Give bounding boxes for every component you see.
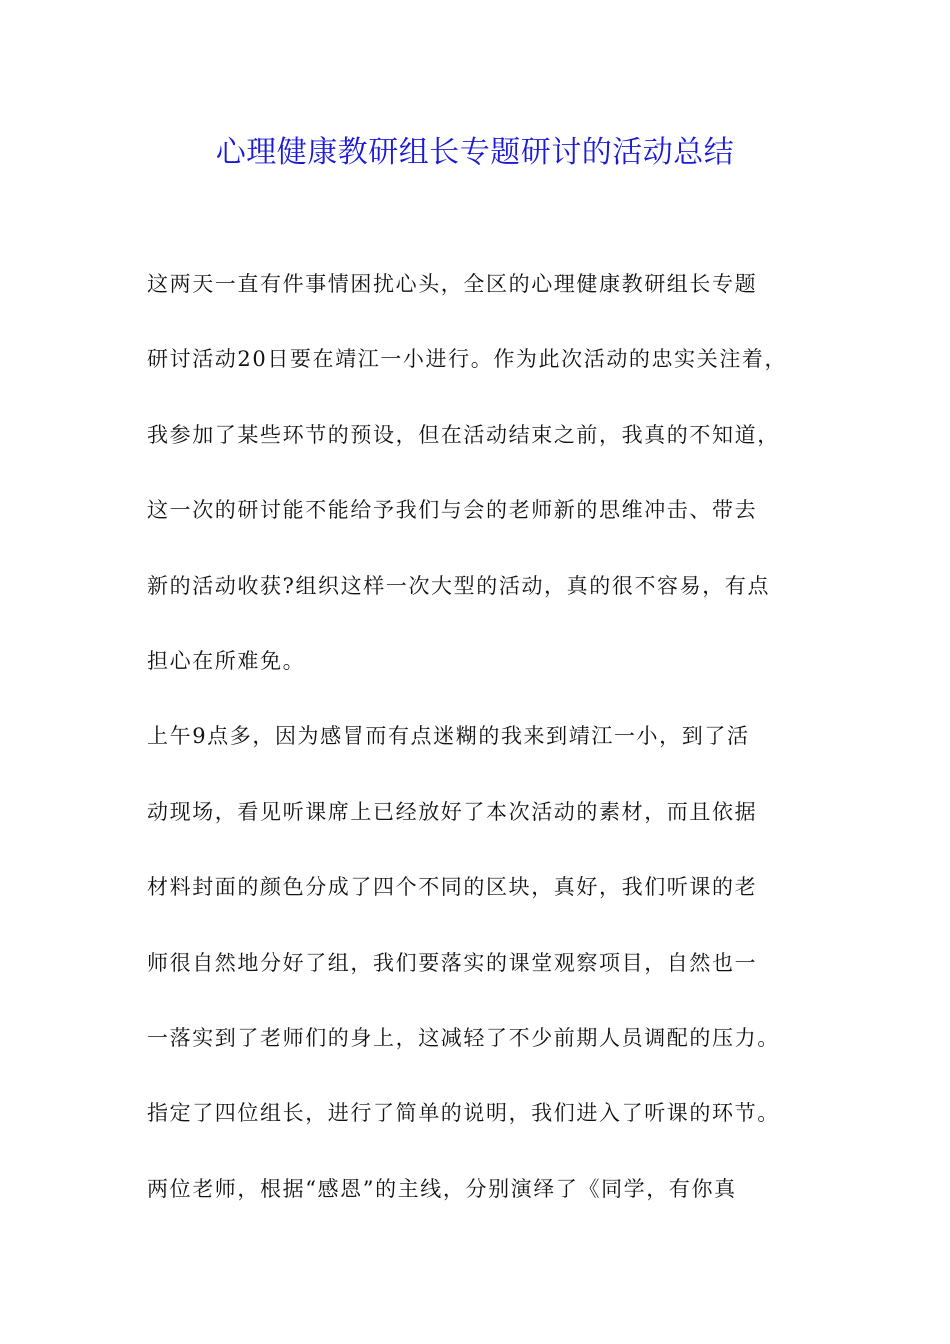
body-line: 这一次的研讨能不能给予我们与会的老师新的思维冲击、带去 <box>147 498 758 523</box>
body-line: 上午9点多，因为感冒而有点迷糊的我来到靖江一小，到了活 <box>147 724 750 749</box>
body-line: 新的活动收获?组织这样一次大型的活动，真的很不容易，有点 <box>147 573 771 598</box>
document-title: 心理健康教研组长专题研讨的活动总结 <box>215 135 735 170</box>
body-line: 材料封面的颜色分成了四个不同的区块，真好，我们听课的老 <box>147 875 758 900</box>
body-line: 指定了四位组长，进行了简单的说明，我们进入了听课的环节。 <box>147 1101 780 1126</box>
body-line: 一落实到了老师们的身上，这减轻了不少前期人员调配的压力。 <box>147 1025 780 1050</box>
body-line: 两位老师，根据“感恩”的主线，分别演绎了《同学，有你真 <box>147 1176 737 1201</box>
body-line: 我参加了某些环节的预设，但在活动结束之前，我真的不知道， <box>147 422 780 447</box>
body-line: 这两天一直有件事情困扰心头，全区的心理健康教研组长专题 <box>147 272 758 296</box>
body-line: 担心在所难免。 <box>147 648 306 673</box>
body-line: 动现场，看见听课席上已经放好了本次活动的素材，而且依据 <box>147 799 758 824</box>
document-body <box>147 262 807 1242</box>
body-line: 师很自然地分好了组，我们要落实的课堂观察项目，自然也一 <box>147 950 758 975</box>
body-line: 研讨活动20日要在靖江一小进行。作为此次活动的忠实关注着， <box>147 347 788 372</box>
